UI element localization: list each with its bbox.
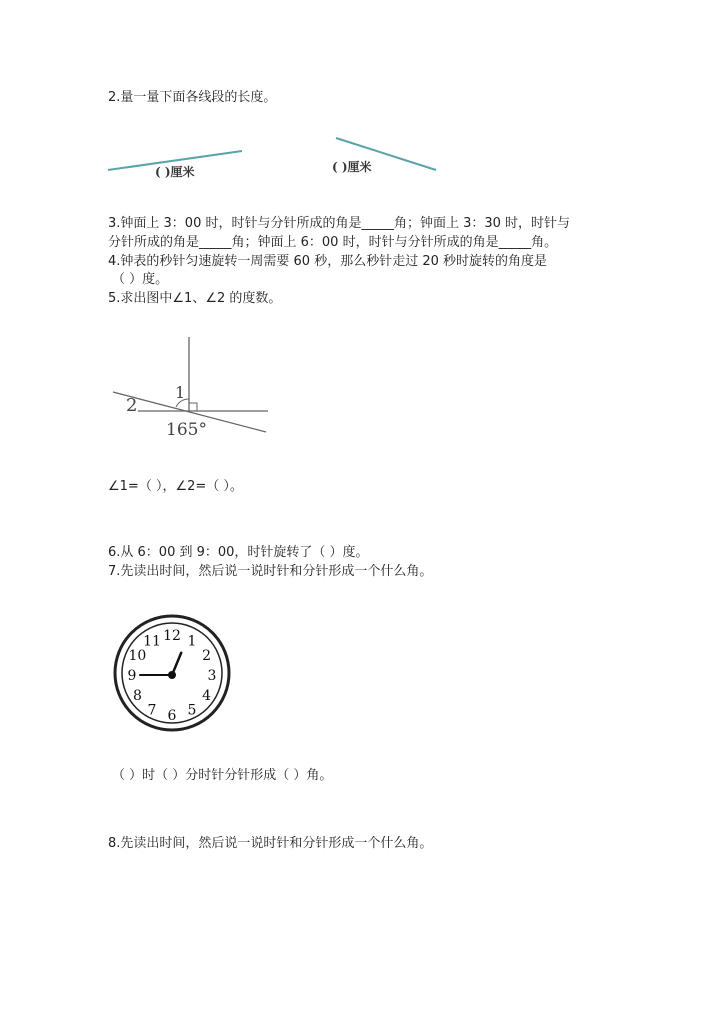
clock-number-7: 7 [147, 702, 157, 719]
segment-2-label: ( )厘米 [332, 160, 372, 174]
q7-answer: （ ）时（ ）分时针分针形成（ ）角。 [112, 768, 333, 783]
clock-number-6: 6 [167, 708, 177, 724]
q2-title: 2.量一量下面各线段的长度。 [108, 90, 277, 105]
right-angle-mark [189, 403, 197, 411]
q5-title: 5.求出图中∠1、∠2 的度数。 [108, 291, 282, 306]
clock-number-5: 5 [187, 702, 197, 719]
q7-title: 7.先读出时间，然后说一说时针和分针形成一个什么角。 [108, 564, 433, 579]
clock-number-1: 1 [187, 633, 197, 650]
clock-number-4: 4 [202, 688, 212, 704]
clock-number-12: 12 [163, 628, 181, 644]
q5-angle-figure [108, 335, 278, 445]
q3-line-1: 3.钟面上 3：00 时，时针与分针所成的角是_____角；钟面上 3：30 时，时针与 [108, 216, 571, 231]
q4-line-2: （ ）度。 [112, 272, 169, 287]
q8-title: 8.先读出时间，然后说一说时针和分针形成一个什么角。 [108, 836, 433, 851]
angle-1-label: 1 [175, 383, 186, 402]
q6-text: 6.从 6：00 到 9：00，时针旋转了（ ）度。 [108, 545, 369, 560]
q2-segment-figure [100, 128, 440, 198]
q7-clock [112, 613, 232, 733]
clock-number-10: 10 [128, 648, 147, 664]
clock-number-2: 2 [202, 648, 212, 664]
q4-line-1: 4.钟表的秒针匀速旋转一周需要 60 秒，那么秒针走过 20 秒时旋转的角度是 [108, 254, 548, 269]
angle-165-label: 165° [166, 420, 207, 440]
clock-number-11: 11 [143, 633, 161, 650]
angle-2-label: 2 [126, 395, 138, 416]
q3-line-2: 分针所成的角是_____角；钟面上 6：00 时，时针与分针所成的角是_____角。 [108, 235, 558, 250]
clock-number-9: 9 [127, 668, 137, 684]
clock-number-3: 3 [207, 668, 217, 684]
clock-center [168, 671, 176, 679]
segment-1-label: ( )厘米 [155, 165, 195, 179]
q5-answer: ∠1=（ ），∠2=（ ）。 [108, 479, 243, 494]
clock-number-8: 8 [132, 688, 142, 704]
